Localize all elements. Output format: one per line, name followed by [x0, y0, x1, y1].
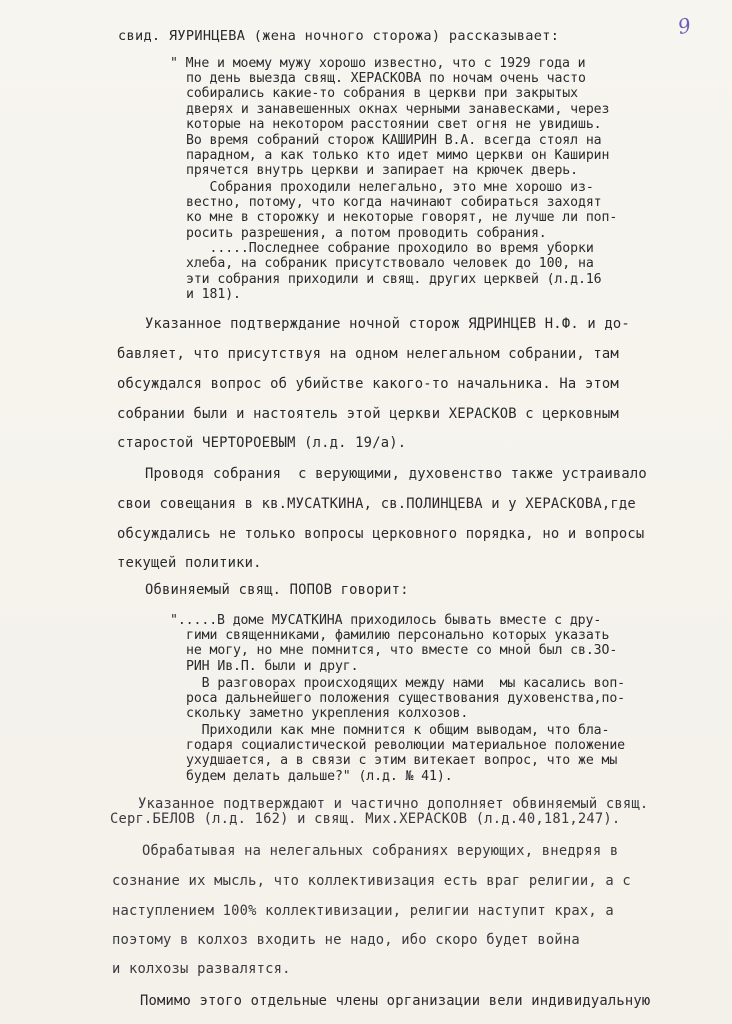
quote-line: РИН Ив.П. были и друг.: [186, 659, 359, 674]
quote-line: ухудшается, а в связи с этим витекает вопрос, что же мы: [186, 753, 618, 768]
quote-line: росить разрешения, а потом проводить собрания.: [186, 226, 547, 241]
paragraph-line: обсуждался вопрос об убийстве какого-то начальника. На этом: [117, 376, 619, 392]
quote-line: эти собрания приходили и свящ. других церквей (л.д.16: [186, 272, 602, 287]
paragraph-individual: Помимо этого отдельные члены организации вели индивидуальную: [140, 993, 651, 1009]
quote-line: .....Последнее собрание проходило во время уборки: [186, 241, 594, 256]
quote-line: по день выезда свящ. ХЕРАСКОВА по ночам очень часто: [186, 71, 586, 86]
paragraph-line: поэтому в колхоз входить не надо, ибо скоро будет война: [112, 932, 580, 948]
quote-line: и 181).: [186, 287, 241, 302]
quote-line: годаря социалистической революции материальное положение: [186, 738, 626, 753]
quote-line: хлеба, на собраник присутствовало человек до 100, на: [186, 256, 594, 271]
quote-line: Во время собраний сторож КАШИРИН В.А. всегда стоял на: [186, 133, 602, 148]
paragraph-line: Указанное подтверждание ночной сторож ЯДРИНЦЕВ Н.Ф. и до-: [145, 316, 630, 332]
quote-line: ко мне в сторожку и некоторые говорят, не лучше ли поп-: [186, 210, 618, 225]
paragraph-line: сознание их мысль, что коллективизация есть враг религии, а с: [112, 873, 631, 889]
quote-line: скольку заметно укрепления колхозов.: [186, 706, 469, 721]
paragraph-line: и колхозы развалятся.: [112, 961, 291, 977]
paragraph-line: собрании были и настоятель этой церкви ХЕРАСКОВ с церковным: [117, 406, 619, 422]
paragraph-line: Серг.БЕЛОВ (л.д. 162) и свящ. Мих.ХЕРАСКОВ (л.д.40,181,247).: [110, 811, 621, 827]
quote-line: дверях и занавешенных окнах черными занавесками, через: [186, 102, 610, 117]
quote-line: прячется внутрь церкви и запирает на крючек дверь.: [186, 163, 578, 178]
quote-line: роса дальнейшего положения существования духовенства,по-: [186, 691, 626, 706]
quote-line: вестно, потому, что когда начинают собираться заходят: [186, 195, 602, 210]
quote-line: собирались какие-то собрания в церкви при закрытых: [186, 86, 578, 101]
paragraph-line: обсуждались не только вопросы церковного порядка, но и вопросы: [117, 526, 645, 542]
paragraph-line: Указанное подтверждают и частично дополняет обвиняемый свящ.: [138, 796, 649, 812]
paragraph-line: Проводя собрания с верующими, духовенство также устраивало: [145, 466, 647, 482]
paragraph-line: Обрабатывая на нелегальных собраниях верующих, внедряя в: [142, 843, 619, 859]
paragraph-line: бавляет, что присутствуя на одном нелегальном собрании, там: [117, 346, 619, 362]
quote-line: не могу, но мне помнится, что вместе со мной был св.ЗО-: [186, 643, 618, 658]
paragraph-line: наступлением 100% коллективизации, религии наступит крах, а: [112, 903, 614, 919]
paragraph-line: текущей политики.: [117, 555, 262, 571]
quote-line: ".....В доме МУСАТКИНА приходилось бывать вместе с дру-: [170, 613, 602, 628]
quote-line: Собрания проходили нелегально, это мне хорошо из-: [186, 180, 594, 195]
page-number: 9: [675, 12, 694, 40]
quote-line: Приходили как мне помнится к общим выводам, что бла-: [186, 723, 610, 738]
paragraph-line: старостой ЧЕРТОРОЕВЫМ (л.д. 19/а).: [117, 435, 407, 451]
quote-line: В разговорах происходящих между нами мы касались воп-: [186, 676, 626, 691]
quote-line: парадном, а как только кто идет мимо церкви он Каширин: [186, 148, 610, 163]
paragraph-line: свои совещания в кв.МУСАТКИНА, св.ПОЛИНЦЕВА и у ХЕРАСКОВА,где: [117, 496, 636, 512]
quote-line: будем делать дальше?" (л.д. № 41).: [186, 769, 453, 784]
quote-line: которые на некотором расстоянии свет огня не увидишь.: [186, 117, 602, 132]
quote-line: гими священниками, фамилию персонально которых указать: [186, 628, 610, 643]
quote-line: " Мне и моему мужу хорошо известно, что с 1929 года и: [170, 56, 586, 71]
testimony-header: свид. ЯУРИНЦЕВА (жена ночного сторожа) рассказывает:: [118, 28, 560, 44]
paragraph-popov-intro: Обвиняемый свящ. ПОПОВ говорит:: [145, 582, 409, 598]
